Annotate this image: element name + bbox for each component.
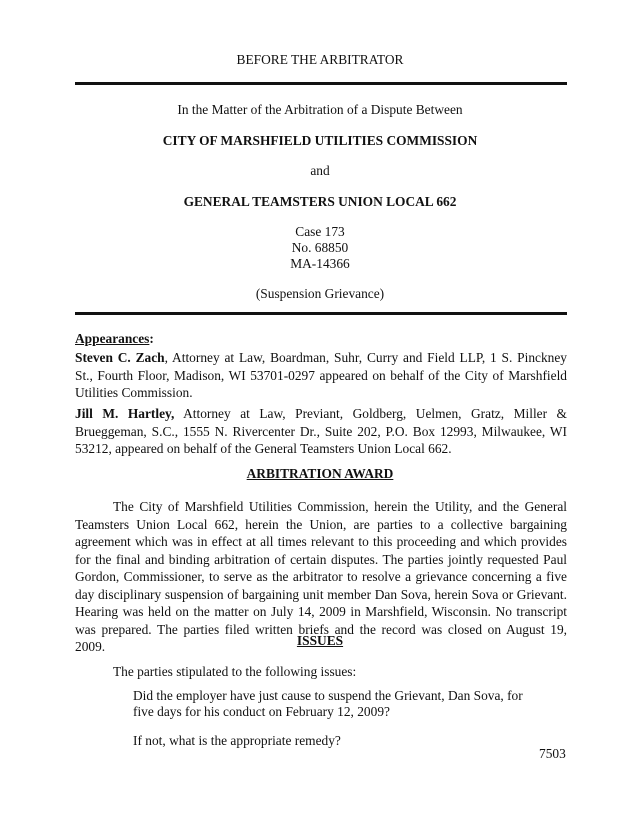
document-number: 7503 (539, 746, 566, 761)
header-divider (75, 82, 567, 85)
issue-one-line1: Did the employer have just cause to suspend the Grievant, Dan Sova, for (133, 688, 523, 703)
document-header: BEFORE THE ARBITRATOR (236, 52, 404, 67)
ma-number: MA-14366 (290, 256, 350, 271)
award-heading: ARBITRATION AWARD (246, 466, 394, 481)
grievance-type: (Suspension Grievance) (255, 286, 385, 301)
docket-number: No. 68850 (291, 240, 349, 255)
caption-and: and (310, 163, 330, 178)
appearance-entry-employer: Steven C. Zach, Attorney at Law, Boardman, Suhr, Curry and Field LLP, 1 S. Pinckney St., Fourth Floor, Madison, WI 53701-0297 appeared on behalf of the City of Marshfield Utilities Commission. (75, 350, 567, 400)
party-two: GENERAL TEAMSTERS UNION LOCAL 662 (183, 194, 457, 209)
issues-heading: ISSUES (296, 633, 344, 648)
appearance-entry-union: Jill M. Hartley, Attorney at Law, Previant, Goldberg, Uelmen, Gratz, Miller & Brueggeman, S.C., 1555 N. Rivercenter Dr., Suite 202, P.O. Box 12993, Milwaukee, WI 53212, appeared on behalf of the General Teamsters Union Local 662. (75, 406, 567, 456)
issue-two: If not, what is the appropriate remedy? (133, 733, 341, 748)
issue-one-line2: five days for his conduct on February 12, 2009? (133, 704, 390, 719)
appearances-heading: Appearances: (75, 331, 154, 346)
case-number: Case 173 (295, 224, 345, 239)
award-body: The City of Marshfield Utilities Commission, herein the Utility, and the General Teamsters Union Local 662, herein the Union, are parties to a collective bargaining agreement which was in effect at all times relevant to this proceeding and which provides for the final and binding arbitration of certain disputes. The parties jointly requested Paul Gordon, Commissioner, to serve as the arbitrator to resolve a grievance concerning a five day disciplinary suspension of bargaining unit member Dan Sova, herein Sova or Grievant. Hearing was held on the matter on July 14, 2009 in Marshfield, Wisconsin. No transcript was prepared. The parties filed written briefs and the record was closed on August 19, 2009. (75, 499, 567, 654)
party-one: CITY OF MARSHFIELD UTILITIES COMMISSION (162, 133, 478, 148)
caption-intro: In the Matter of the Arbitration of a Dispute Between (177, 102, 463, 117)
issues-intro: The parties stipulated to the following issues: (113, 664, 357, 679)
caption-divider (75, 312, 567, 315)
